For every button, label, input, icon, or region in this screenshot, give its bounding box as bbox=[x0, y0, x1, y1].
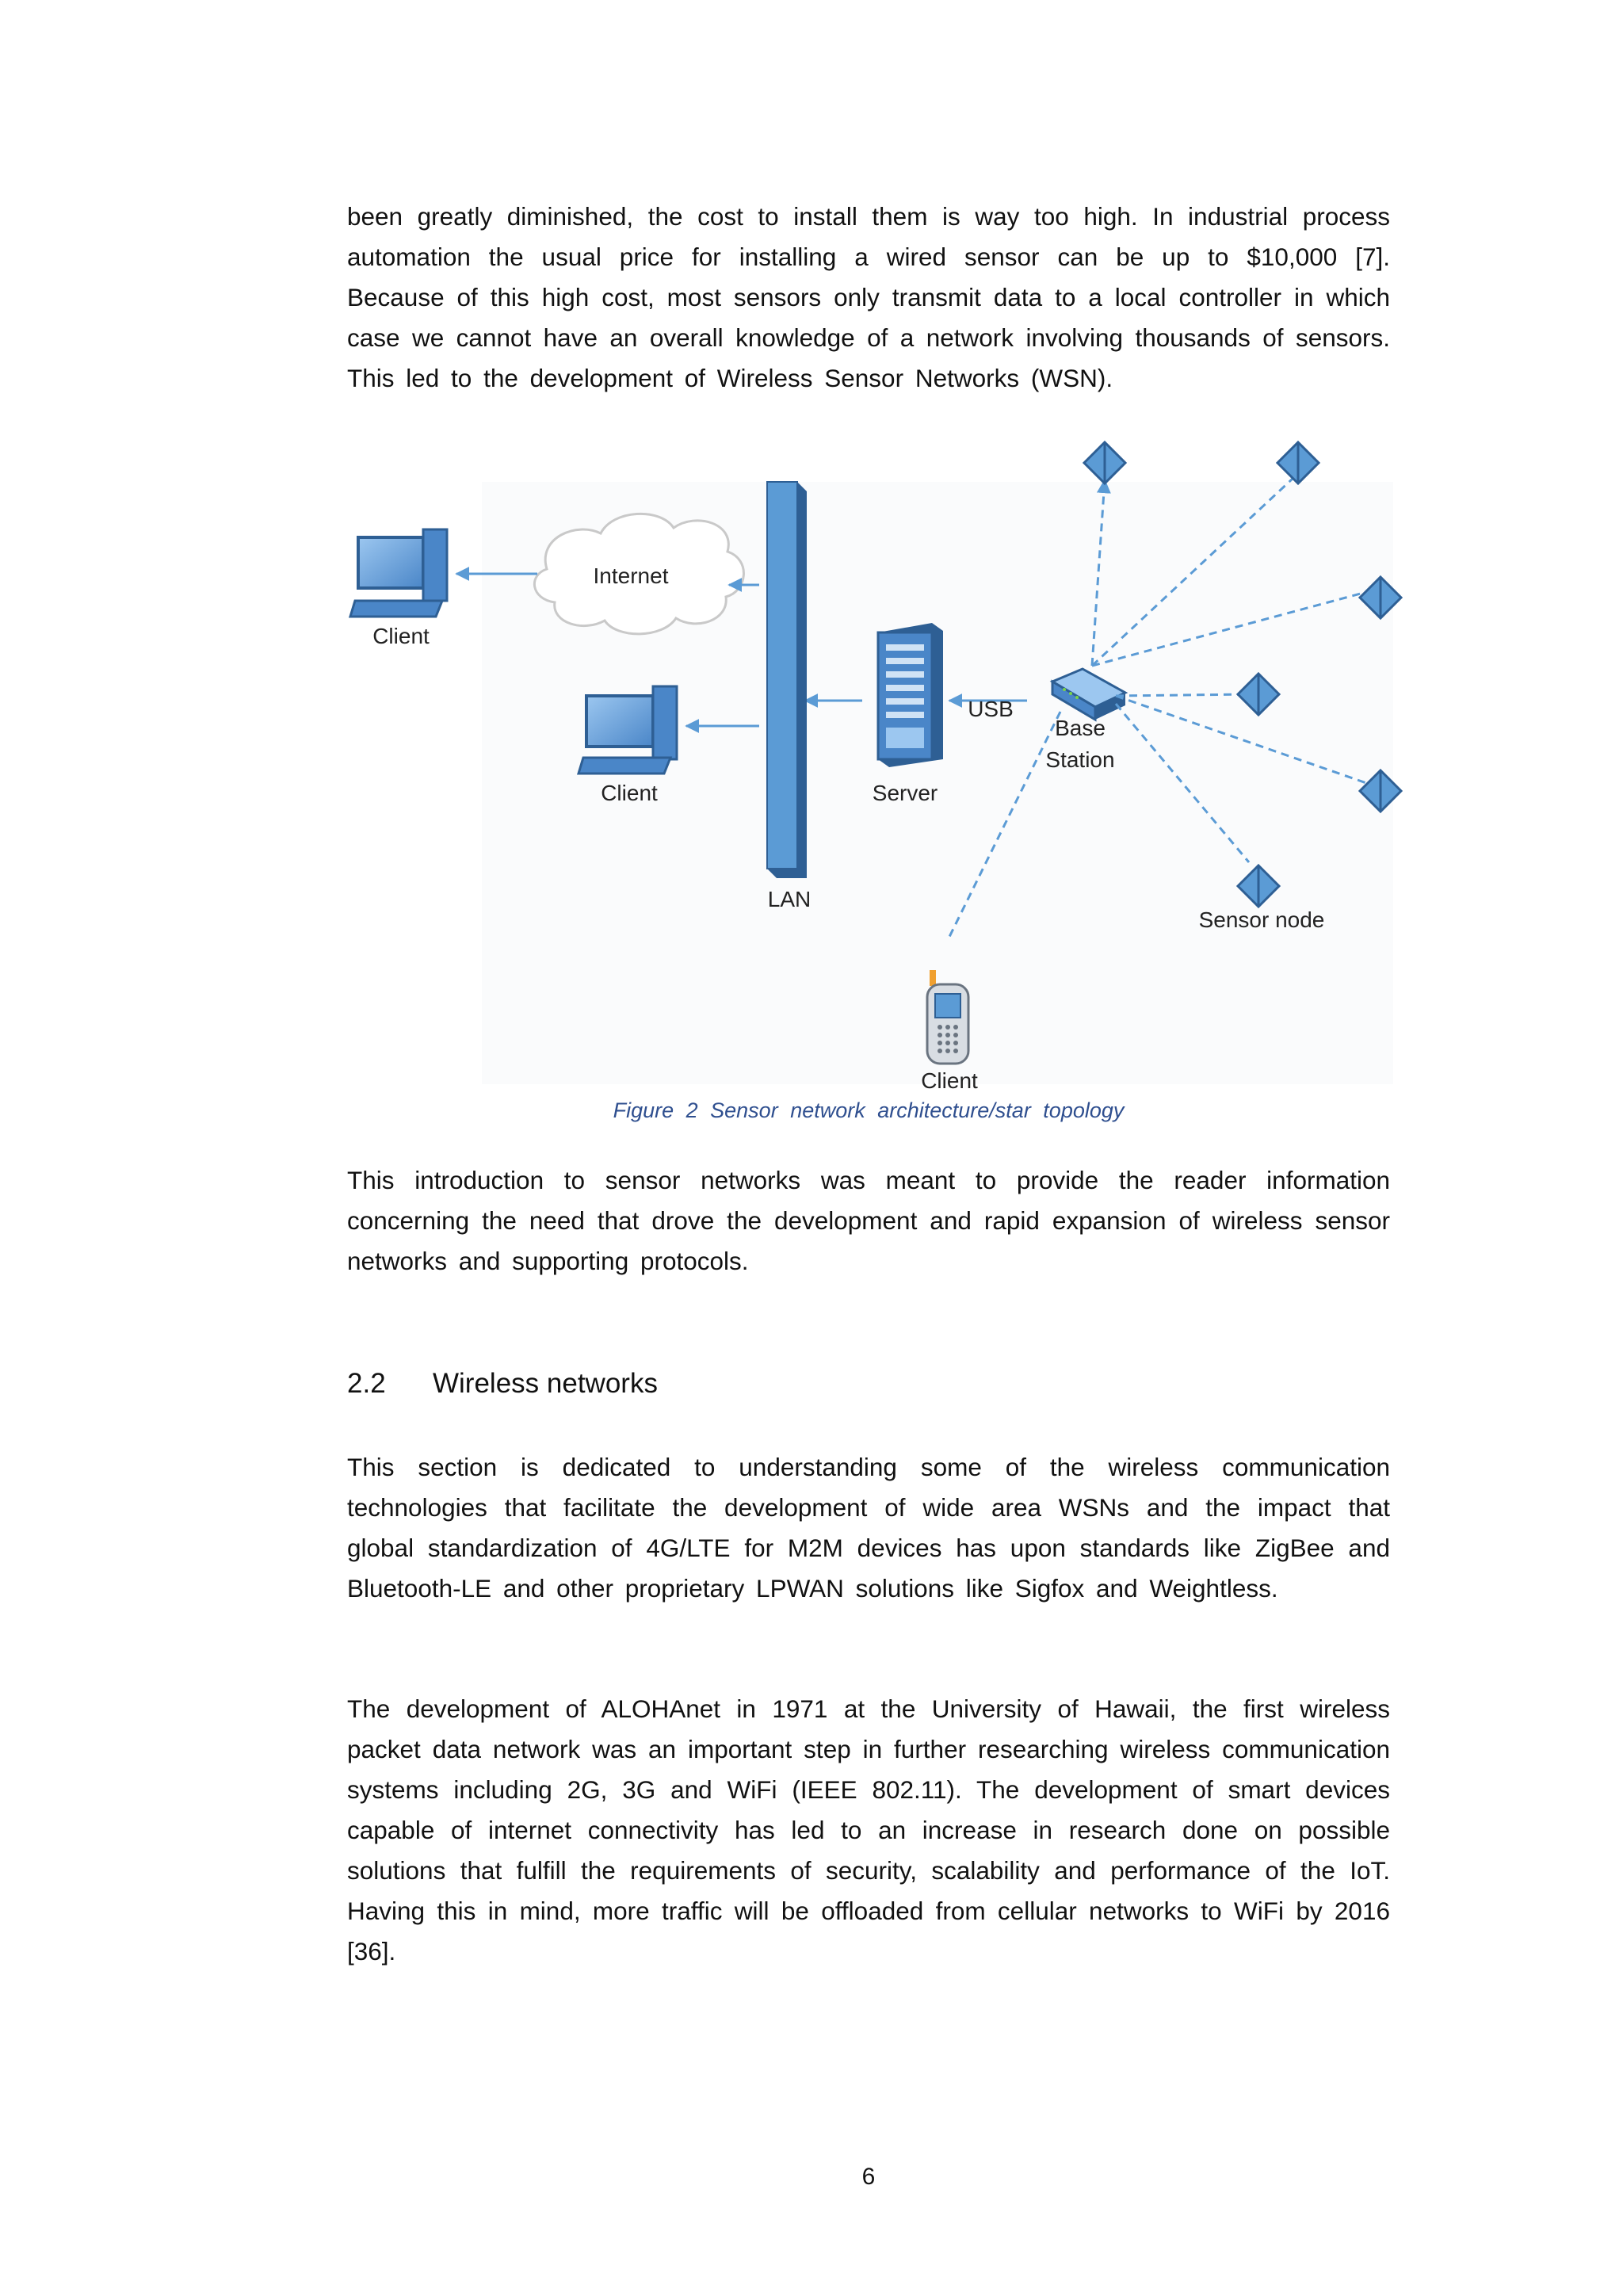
station-label: Station bbox=[1045, 747, 1115, 772]
paragraph-wireless-tech: This section is dedicated to understanding some of the wireless communication technologies that facilitate the development of wide area WSNs and the impact that global standardization of 4G/LTE for M2M devices has upon standards like ZigBee and Bluetooth-LE and other proprietary LPWAN solutions like Sigfox and Weightless. bbox=[347, 1453, 1390, 1603]
lan-bar-icon bbox=[767, 482, 807, 878]
client-label-phone: Client bbox=[921, 1068, 978, 1092]
lan-label: LAN bbox=[767, 887, 812, 911]
client-label-top: Client bbox=[372, 624, 430, 648]
section-title: Wireless networks bbox=[433, 1368, 658, 1399]
sensor-node-icon bbox=[1277, 442, 1319, 483]
sensor-network-figure bbox=[347, 434, 1419, 1092]
section-number: 2.2 bbox=[347, 1368, 386, 1399]
client-computer-icon bbox=[350, 529, 447, 617]
section-heading bbox=[347, 1365, 658, 1403]
paragraph-wsn-intro: been greatly diminished, the cost to install them is way too high. In industrial process automation the usual price for installing a wired sensor can be up to $10,000 [7]. Because of this high cost, most sensors only transmit data to a local controller in which case we cannot have an overall knowledge of a network involving thousands of sensors. This led to the development of Wireless Sensor Networks (WSN). bbox=[347, 202, 1390, 392]
internet-label: Internet bbox=[593, 563, 669, 588]
sensor-node-icon bbox=[1084, 442, 1125, 483]
usb-label: USB bbox=[968, 697, 1014, 721]
server-label: Server bbox=[872, 781, 938, 805]
server-icon bbox=[878, 623, 943, 767]
figure-caption: Figure 2 Sensor network architecture/star topology bbox=[613, 1098, 1125, 1122]
client-label-mid: Client bbox=[601, 781, 658, 805]
paragraph-intro-summary: This introduction to sensor networks was meant to provide the reader information concerning the need that drove the development and rapid expansion of wireless sensor networks and supporting protocols. bbox=[347, 1166, 1390, 1275]
base-label: Base bbox=[1055, 716, 1106, 740]
page-number: 6 bbox=[861, 2164, 876, 2190]
paragraph-alohanet: The development of ALOHAnet in 1971 at the University of Hawaii, the first wireless packet data network was an important step in further researching wireless communication systems including 2G, 3G and WiFi (IEEE 802.11). The development of smart devices capable of internet connectivity has led to an increase in research done on possible solutions that fulfill the requirements of security, scalability and performance of the IoT. Having this in mind, more traffic will be offloaded from cellular networks to WiFi by 2016 [36]. bbox=[347, 1694, 1390, 1966]
client-computer-icon bbox=[579, 686, 677, 774]
sensor-node-label: Sensor node bbox=[1198, 907, 1325, 932]
network-diagram bbox=[347, 434, 1419, 1092]
